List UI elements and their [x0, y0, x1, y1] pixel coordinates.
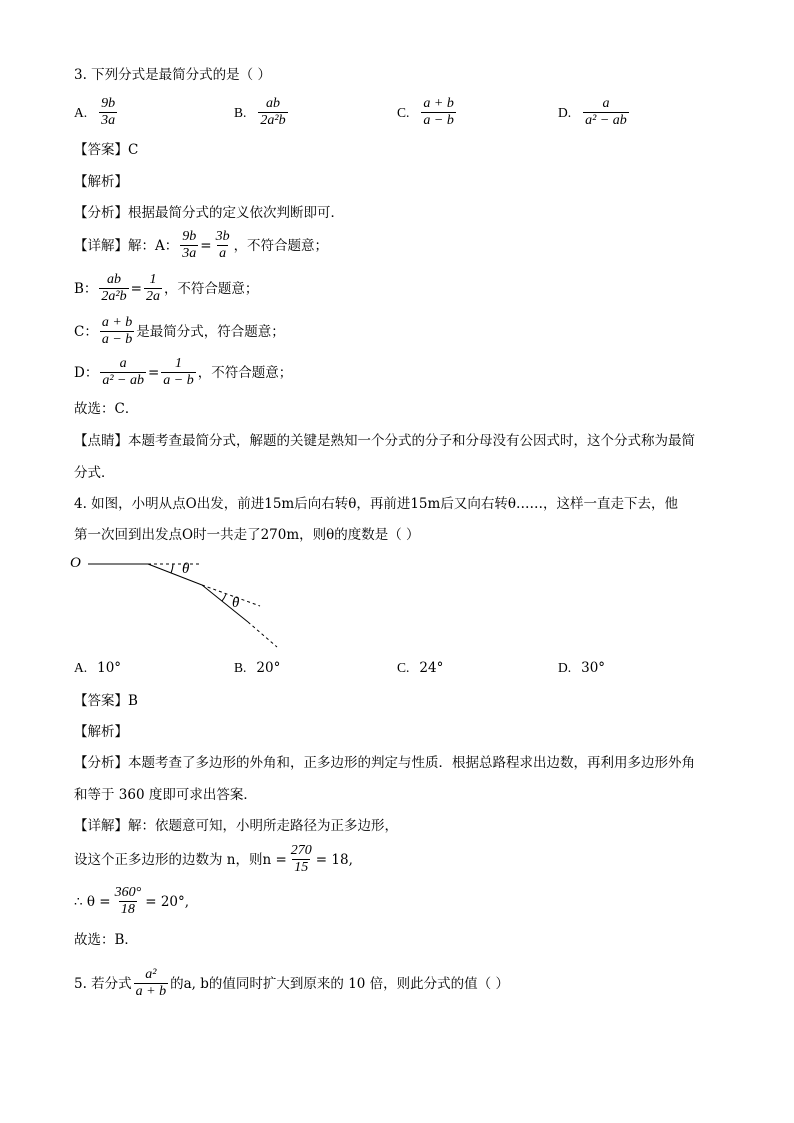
path-diagram	[70, 552, 290, 652]
q3-jiexi-tag: 【解析】	[74, 174, 128, 190]
q3-xiangjie-b: B： $\frac{ab}{\text{2a²b}}$ = $\frac{1}{2a}$ ，不符合题意；	[74, 272, 259, 304]
q3-option-a: A. $\frac{9b}{3a}$	[74, 96, 116, 128]
q3-xiangjie-c: C： $\frac{a + b}{a - b}$ 是最简分式，符合题意；	[74, 315, 285, 347]
q4-option-c: C. 24°	[397, 660, 444, 676]
theta-label-2: θ	[232, 595, 240, 611]
q4-option-d: D. 30°	[558, 660, 606, 676]
q3-choose: 故选：C．	[74, 401, 139, 417]
extension-line-2	[202, 585, 260, 606]
q3-answer: 【答案】C	[74, 142, 139, 158]
q3-option-d: D. $\frac{a}{\text{a² − ab}}$	[558, 96, 627, 128]
q4-choose: 故选：B．	[74, 932, 138, 948]
theta-label-1: θ	[182, 561, 190, 577]
q4-stem-line2: 第一次回到出发点O时一共走了270m，则θ的度数是（ ）	[74, 527, 420, 543]
q4-fenxi-cont: 和等于 360 度即可求出答案．	[74, 787, 257, 803]
q4-stem-line1: 4. 如图，小明从点O出发，前进15m后向右转θ，再前进15m后又向右转θ……，这样一直走下去，他	[74, 496, 678, 512]
q3-xiangjie-d: D： $\frac{a}{\text{a² − ab}}$ = $\frac{1}{a - b}$ ，不符合题意；	[74, 356, 293, 388]
q3-dianjing-cont: 分式．	[74, 465, 115, 481]
q3-option-b: B. $\frac{ab}{\text{2a²b}}$	[234, 96, 286, 128]
path-segment-3	[202, 585, 248, 622]
point-o-label: O	[70, 555, 81, 571]
angle-arc-1	[171, 564, 173, 573]
q3-xiangjie-a: 【详解】 解：A： $\frac{9b}{3a}$ = $\frac{3b}{a}$ ，不符合题意；	[74, 229, 329, 261]
q4-option-b: B. 20°	[234, 660, 281, 676]
q4-xiangjie: 【详解】解：依题意可知，小明所走路径为正多边形，	[74, 818, 398, 834]
q4-option-a: A. 10°	[74, 660, 122, 676]
q3-fenxi: 【分析】根据最简分式的定义依次判断即可．	[74, 205, 344, 221]
q3-dianjing: 【点睛】本题考查最简分式，解题的关键是熟知一个分式的分子和分母没有公因式时，这个分式称为最简	[74, 433, 695, 449]
q4-answer: 【答案】B	[74, 693, 138, 709]
q5-stem: 5. 若分式 $\frac{\text{a²}}{a + b}$ 的a, b的值同时扩大到原来的 10 倍，则此分式的值（ ）	[74, 967, 509, 999]
extension-line-3	[248, 622, 277, 647]
angle-arc-2	[222, 594, 226, 601]
q4-jiexi-tag: 【解析】	[74, 724, 128, 740]
q4-theta-equation: ∴ θ = $\frac{360^\circ}{18}$ = 20°,	[74, 885, 190, 917]
path-segment-2	[148, 564, 202, 585]
q4-n-equation: 设这个正多边形的边数为 n，则n = $\frac{270}{15}$ = 18,	[74, 843, 353, 875]
q3-stem: 3. 下列分式是最简分式的是（ ）	[74, 67, 271, 83]
q3-option-c: C. $\frac{a + b}{a - b}$	[397, 96, 454, 128]
q4-figure	[70, 552, 290, 652]
q4-fenxi: 【分析】本题考查了多边形的外角和，正多边形的判定与性质．根据总路程求出边数，再利用多边形外角	[74, 755, 695, 771]
